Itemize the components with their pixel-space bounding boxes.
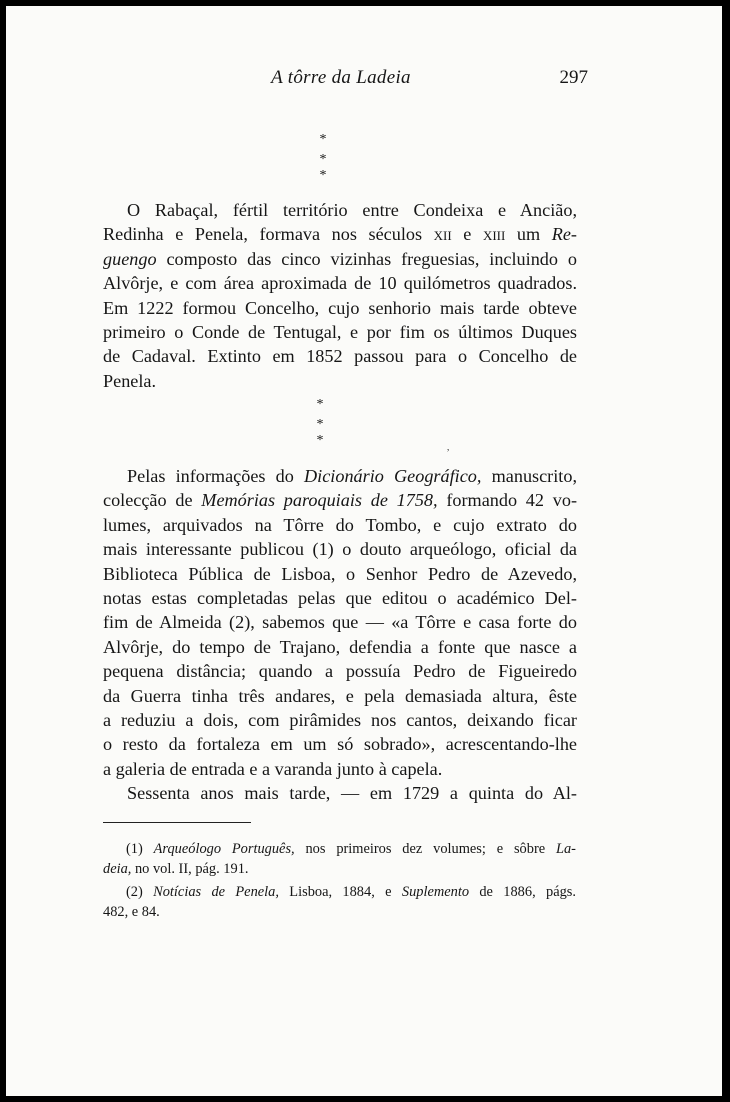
p1-line: guengo composto das cinco vizinhas freguesias, incluindo o (103, 248, 577, 269)
p2-line: notas estas completadas pelas que editou o académico Del- (103, 588, 577, 609)
p1-line: Redinha e Penela, formava nos séculos xii e xiii um Re- (103, 224, 577, 245)
p2-line: Biblioteca Pública de Lisboa, o Senhor Pedro de Azevedo, (103, 563, 577, 584)
footnote-rule (103, 822, 251, 823)
p2-line: o resto da fortaleza em um só sobrado», acrescentando-lhe (103, 734, 577, 755)
asterism-top-star: * (319, 132, 327, 147)
paragraph-rabacal (103, 198, 577, 393)
asterism-divider-2 (280, 397, 360, 449)
print-speck: , (447, 442, 450, 452)
p1-line: Penela. (103, 370, 157, 391)
page-number: 297 (559, 67, 588, 88)
footnote-2-line-2: 482, e 84. (103, 904, 160, 920)
scan-border (0, 1096, 730, 1102)
running-title: A tôrre da Ladeia (271, 67, 411, 88)
p1-line: Em 1222 formou Concelho, cujo senhorio mais tarde obteve (103, 297, 577, 318)
footnote-1-line-2: deia, no vol. II, pág. 191. (103, 861, 249, 877)
p2-line: lumes, arquivados na Tôrre do Tombo, e cujo extrato do (103, 514, 577, 535)
p2-line: a galeria de entrada e a varanda junto à capela. (103, 758, 443, 779)
asterism-divider-1 (283, 132, 363, 184)
p2-line: mais interessante publicou (1) o douto arqueólogo, oficial da (103, 539, 577, 560)
p1-line: O Rabaçal, fértil território entre Condeixa e Ancião, (127, 200, 577, 220)
p2-line: a reduziu a dois, com pirâmides nos cantos, deixando ficar (103, 710, 577, 731)
asterism-top-star: * (316, 397, 324, 412)
p2-line: fim de Almeida (2), sabemos que — «a Tôrre e casa forte do (103, 612, 577, 633)
p2-line: Pelas informações do Dicionário Geográfico, manuscrito, (127, 466, 577, 486)
p1-line: primeiro o Conde de Tentugal, e por fim os últimos Duques (103, 322, 577, 343)
p1-line: de Cadaval. Extinto em 1852 passou para o Concelho de (103, 346, 577, 367)
footnotes (103, 839, 576, 925)
p2-line: pequena distância; quando a possuía Pedro de Figueiredo (103, 661, 577, 682)
footnote-1-line-1: (1) Arqueólogo Português, nos primeiros dez volumes; e sôbre La- (126, 841, 576, 857)
p1-line: Alvôrje, e com área aproximada de 10 quilómetros quadrados. (103, 273, 577, 294)
footnote-2-line-1: (2) Notícias de Penela, Lisboa, 1884, e Suplemento de 1886, págs. (126, 884, 576, 900)
footnote-1 (103, 839, 576, 879)
footnote-2 (103, 882, 576, 922)
p3-line: Sessenta anos mais tarde, — em 1729 a quinta do Al- (127, 783, 577, 804)
p2-line: colecção de Memórias paroquiais de 1758, formando 42 vo- (103, 490, 577, 511)
p2-line: da Guerra tinha três andares, e pela demasiada altura, êste (103, 685, 577, 706)
p2-line: Alvôrje, do tempo de Trajano, defendia a fonte que nasce a (103, 636, 577, 657)
asterism-pair-stars: * * (319, 152, 349, 183)
paragraph-dicionario (103, 464, 577, 806)
book-page (6, 6, 722, 1096)
asterism-pair-stars: * * (316, 417, 346, 448)
